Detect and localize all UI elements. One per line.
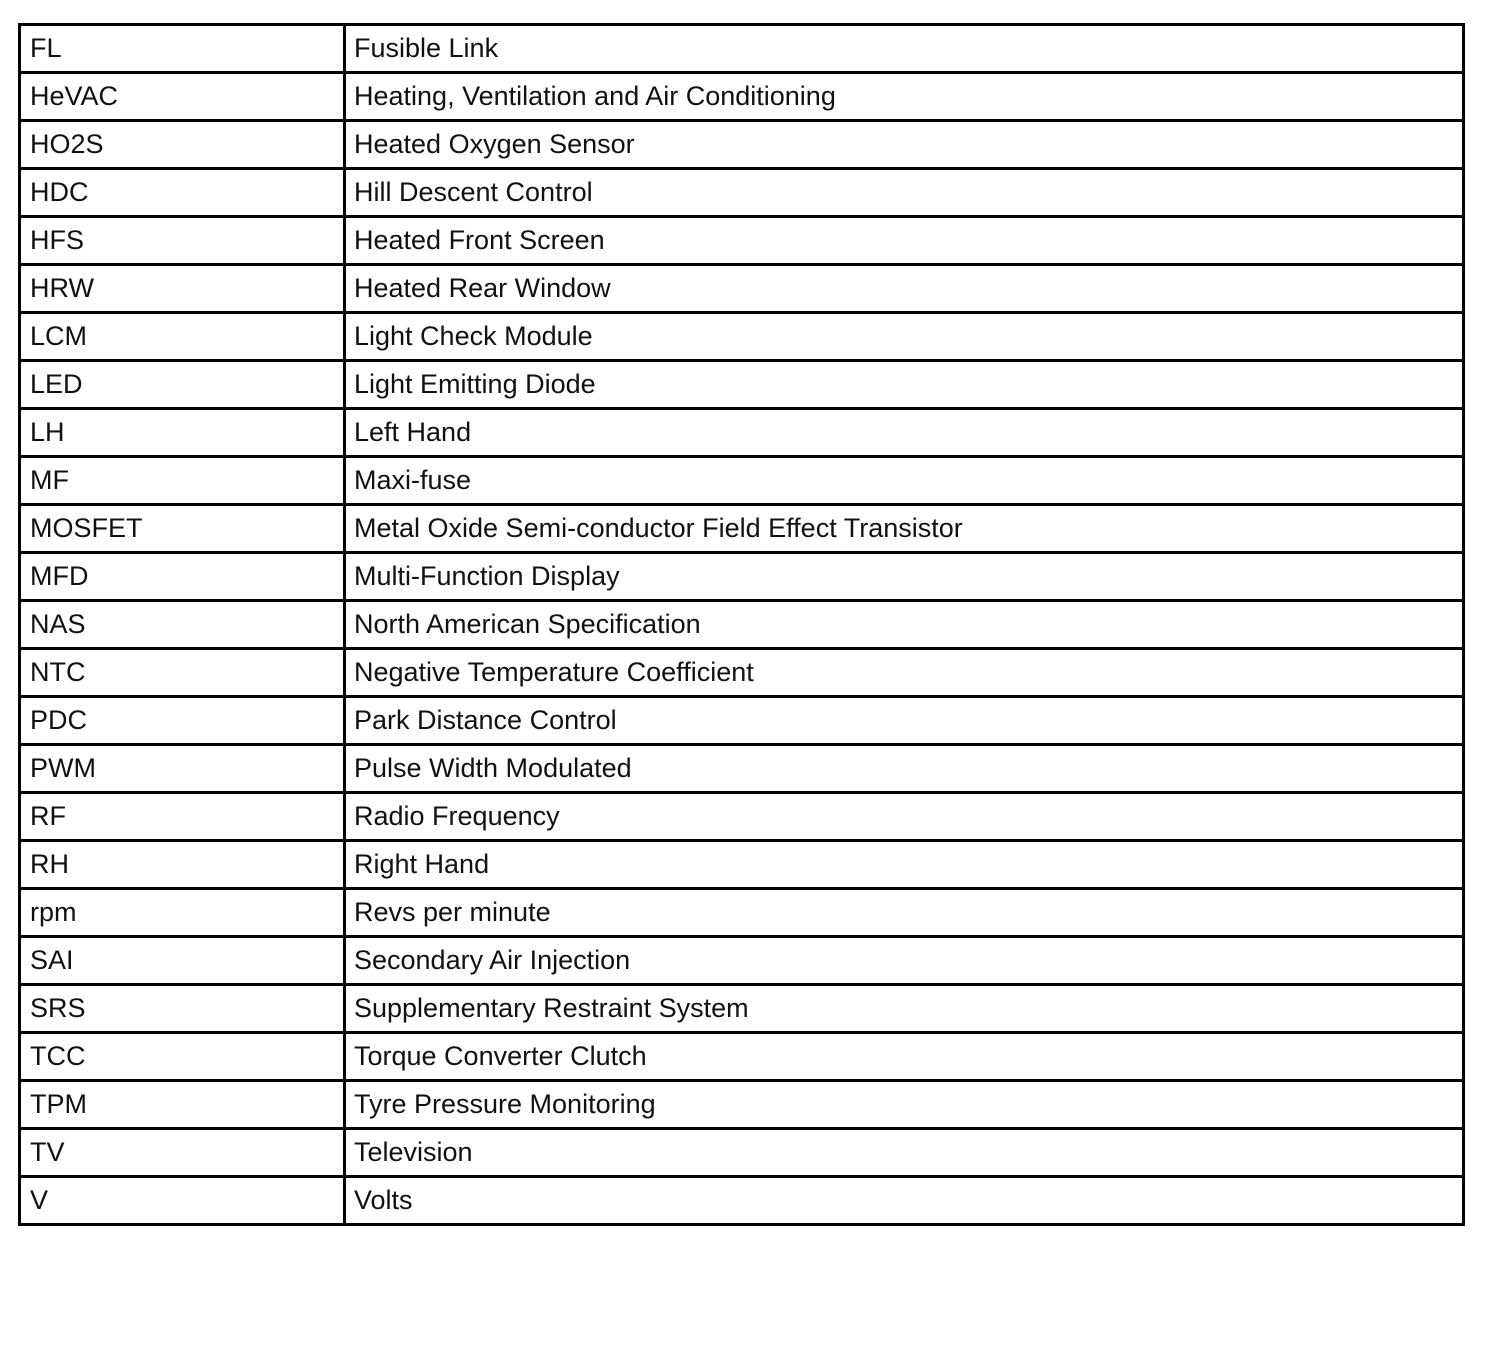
meaning-cell: Torque Converter Clutch xyxy=(345,1033,1464,1081)
table-row xyxy=(20,1033,1464,1081)
meaning-cell: Fusible Link xyxy=(345,25,1464,73)
meaning-cell: Metal Oxide Semi-conductor Field Effect Transistor xyxy=(345,505,1464,553)
abbreviation-cell: MFD xyxy=(20,553,345,601)
meaning-cell: Heated Oxygen Sensor xyxy=(345,121,1464,169)
abbreviation-cell: NTC xyxy=(20,649,345,697)
abbreviation-cell: TV xyxy=(20,1129,345,1177)
table-row xyxy=(20,841,1464,889)
abbreviation-cell: MOSFET xyxy=(20,505,345,553)
abbreviations-table xyxy=(18,23,1465,1226)
table-row xyxy=(20,601,1464,649)
meaning-cell: Maxi-fuse xyxy=(345,457,1464,505)
meaning-cell: Right Hand xyxy=(345,841,1464,889)
abbreviation-cell: LCM xyxy=(20,313,345,361)
table-row xyxy=(20,217,1464,265)
table-row xyxy=(20,409,1464,457)
abbreviation-cell: SAI xyxy=(20,937,345,985)
meaning-cell: Hill Descent Control xyxy=(345,169,1464,217)
table-row xyxy=(20,889,1464,937)
meaning-cell: Supplementary Restraint System xyxy=(345,985,1464,1033)
abbreviation-cell: MF xyxy=(20,457,345,505)
abbreviation-cell: TCC xyxy=(20,1033,345,1081)
meaning-cell: Negative Temperature Coefficient xyxy=(345,649,1464,697)
meaning-cell: Heated Rear Window xyxy=(345,265,1464,313)
meaning-cell: Park Distance Control xyxy=(345,697,1464,745)
table-row xyxy=(20,793,1464,841)
table-row xyxy=(20,505,1464,553)
meaning-cell: Revs per minute xyxy=(345,889,1464,937)
meaning-cell: Volts xyxy=(345,1177,1464,1225)
table-row xyxy=(20,73,1464,121)
meaning-cell: Television xyxy=(345,1129,1464,1177)
abbreviation-cell: LH xyxy=(20,409,345,457)
table-row xyxy=(20,1177,1464,1225)
meaning-cell: Left Hand xyxy=(345,409,1464,457)
abbreviations-table-container xyxy=(18,23,1462,1226)
table-row xyxy=(20,169,1464,217)
abbreviation-cell: HDC xyxy=(20,169,345,217)
abbreviation-cell: SRS xyxy=(20,985,345,1033)
table-row xyxy=(20,457,1464,505)
table-row xyxy=(20,1081,1464,1129)
meaning-cell: Tyre Pressure Monitoring xyxy=(345,1081,1464,1129)
table-row xyxy=(20,25,1464,73)
abbreviation-cell: HeVAC xyxy=(20,73,345,121)
abbreviation-cell: RF xyxy=(20,793,345,841)
meaning-cell: Light Emitting Diode xyxy=(345,361,1464,409)
abbreviation-cell: TPM xyxy=(20,1081,345,1129)
table-row xyxy=(20,265,1464,313)
table-row xyxy=(20,1129,1464,1177)
meaning-cell: Light Check Module xyxy=(345,313,1464,361)
table-row xyxy=(20,937,1464,985)
table-row xyxy=(20,649,1464,697)
table-row xyxy=(20,985,1464,1033)
abbreviation-cell: HRW xyxy=(20,265,345,313)
abbreviation-cell: PWM xyxy=(20,745,345,793)
table-row xyxy=(20,313,1464,361)
abbreviation-cell: RH xyxy=(20,841,345,889)
abbreviation-cell: rpm xyxy=(20,889,345,937)
table-row xyxy=(20,121,1464,169)
abbreviation-cell: LED xyxy=(20,361,345,409)
abbreviation-cell: HO2S xyxy=(20,121,345,169)
meaning-cell: Pulse Width Modulated xyxy=(345,745,1464,793)
meaning-cell: North American Specification xyxy=(345,601,1464,649)
table-row xyxy=(20,553,1464,601)
table-row xyxy=(20,745,1464,793)
abbreviation-cell: PDC xyxy=(20,697,345,745)
meaning-cell: Multi-Function Display xyxy=(345,553,1464,601)
meaning-cell: Heated Front Screen xyxy=(345,217,1464,265)
meaning-cell: Heating, Ventilation and Air Conditioning xyxy=(345,73,1464,121)
abbreviation-cell: V xyxy=(20,1177,345,1225)
abbreviation-cell: NAS xyxy=(20,601,345,649)
table-row xyxy=(20,361,1464,409)
abbreviation-cell: FL xyxy=(20,25,345,73)
table-row xyxy=(20,697,1464,745)
meaning-cell: Radio Frequency xyxy=(345,793,1464,841)
abbreviation-cell: HFS xyxy=(20,217,345,265)
meaning-cell: Secondary Air Injection xyxy=(345,937,1464,985)
